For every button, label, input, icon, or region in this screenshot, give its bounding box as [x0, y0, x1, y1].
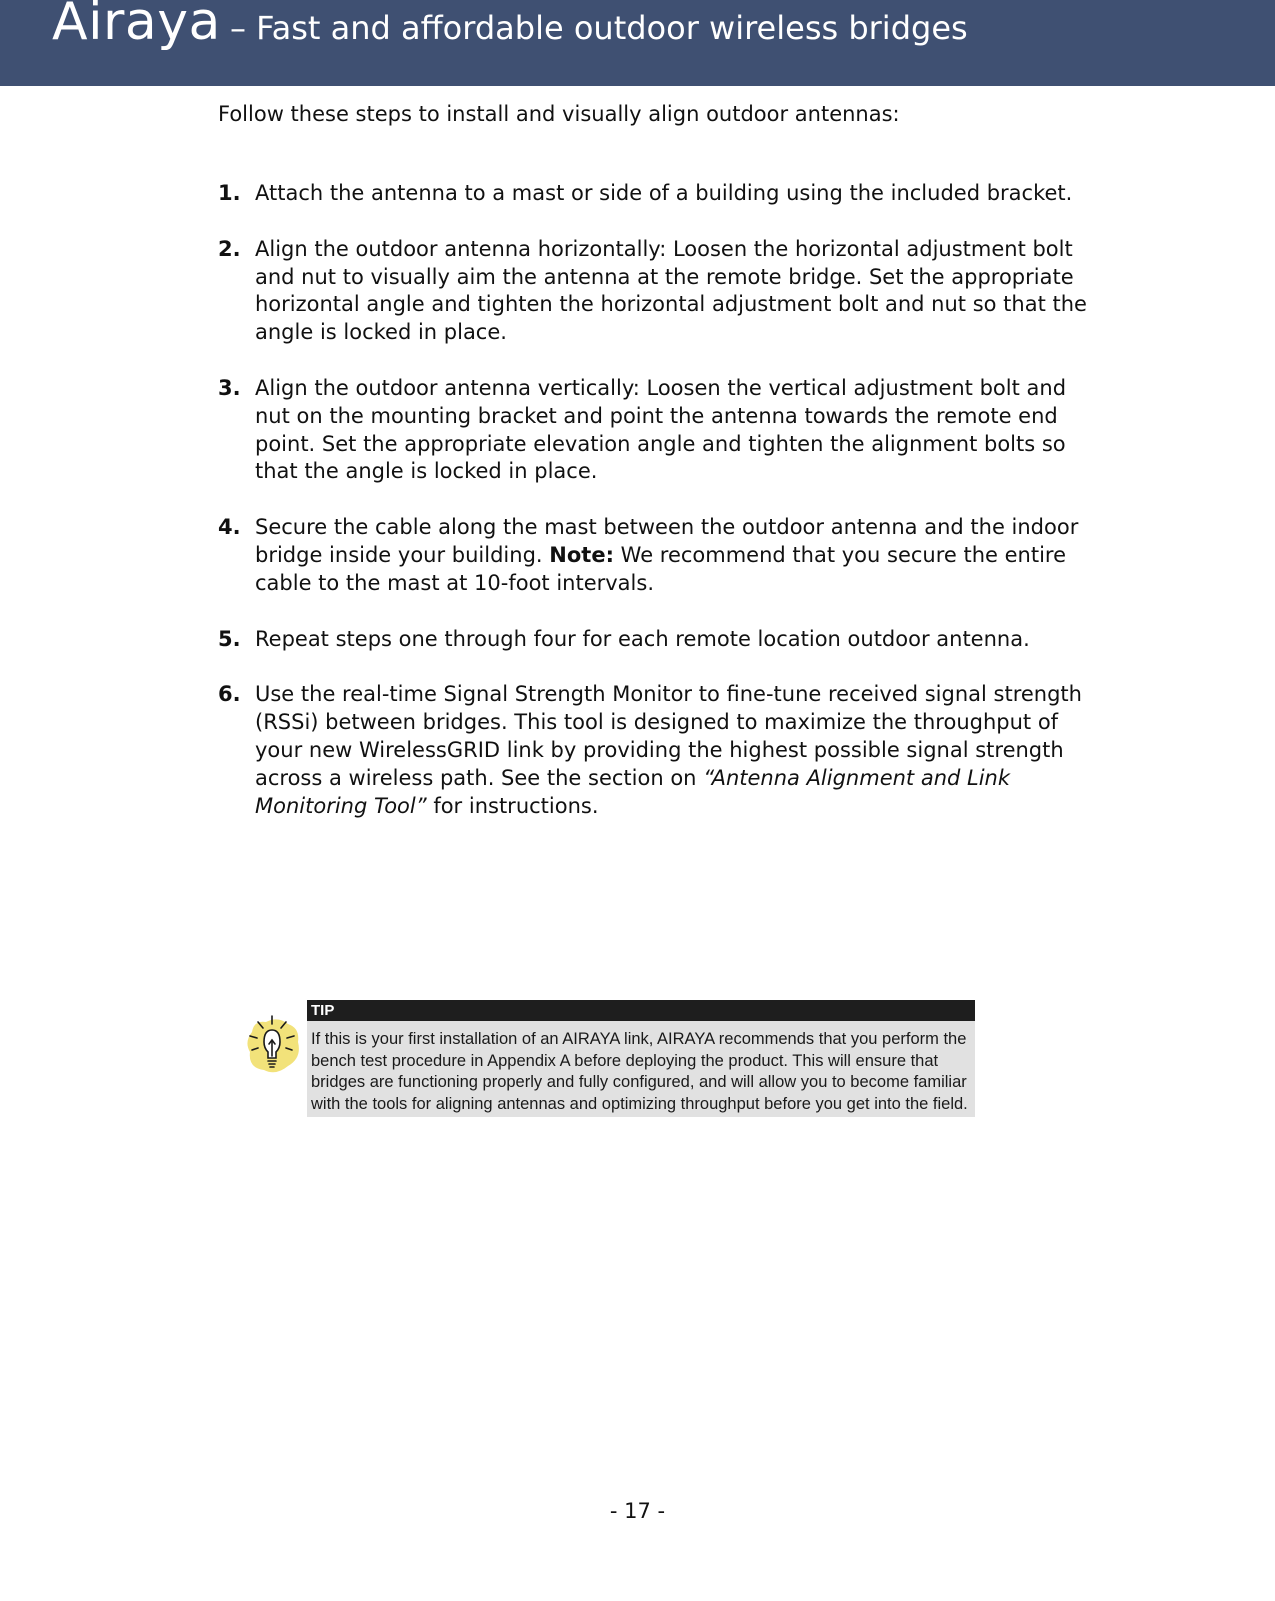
tip-body: If this is your first installation of an AIRAYA link, AIRAYA recommends that you perform the bench test procedure in Appendix A before deploying the product. This will ensure that bridges are functioning properly and fully configured, and will allow you to become familiar with the tools for aligning antennas and optimizing throughput before you get into the field.: [307, 1021, 975, 1117]
step-number: 1.: [218, 181, 241, 205]
step-text: Repeat steps one through four for each remote location outdoor antenna.: [255, 626, 1030, 651]
step-item: [218, 681, 1098, 820]
page-number: - 17 -: [609, 1499, 666, 1523]
section-reference: “Antenna Alignment and Link Monitoring Tool”: [255, 765, 1011, 818]
step-text-after-note: We recommend that you secure the entire cable to the mast at 10-foot intervals.: [255, 542, 1067, 595]
step-number: 4.: [218, 515, 241, 540]
tip-callout: [307, 1000, 975, 1117]
step-text: Align the outdoor antenna horizontally: Loosen the horizontal adjustment bolt and nut to visually aim the antenna at the remote bridge. Set the appropriate horizontal angle and tighten the horizontal adjustment bolt and nut so that the angle is locked in place.: [255, 236, 1087, 345]
step-item: [218, 180, 1098, 208]
header-tagline: – Fast and affordable outdoor wireless bridges: [230, 9, 968, 47]
step-item: [218, 514, 1098, 597]
intro-text: Follow these steps to install and visually align outdoor antennas:: [218, 102, 900, 126]
step-item: [218, 236, 1098, 347]
step-text-after-reference: for instructions.: [433, 793, 599, 818]
page-header: [0, 0, 1275, 86]
brand-name: Airaya: [52, 0, 221, 52]
step-text: Secure the cable along the mast between the outdoor antenna and the indoor bridge inside your building.: [255, 515, 1079, 567]
step-number: 3.: [218, 375, 241, 400]
header-title: [52, 0, 968, 58]
step-text: Use the real-time Signal Strength Monitor to fine-tune received signal strength (RSSi) between bridges. This tool is designed to maximize the throughput of your new WirelessGRID link by providing the highest possible signal strength across a wireless path. See the section on: [255, 682, 1082, 790]
step-item: [218, 375, 1098, 486]
installation-steps: [218, 180, 1098, 848]
step-item: [218, 626, 1098, 654]
step-number: 6.: [218, 682, 241, 707]
step-number: 2.: [218, 236, 241, 261]
note-label: Note:: [549, 542, 614, 567]
tip-label: TIP: [307, 1000, 975, 1021]
step-number: 5.: [218, 626, 241, 651]
lightbulb-icon: [244, 1012, 302, 1078]
step-text: Align the outdoor antenna vertically: Loosen the vertical adjustment bolt and nut on the mounting bracket and point the antenna towards the remote end point. Set the appropriate elevation angle and tighten the alignment bolts so that the angle is locked in place.: [255, 375, 1067, 484]
step-text: Attach the antenna to a mast or side of a building using the included bracket.: [255, 181, 1073, 205]
